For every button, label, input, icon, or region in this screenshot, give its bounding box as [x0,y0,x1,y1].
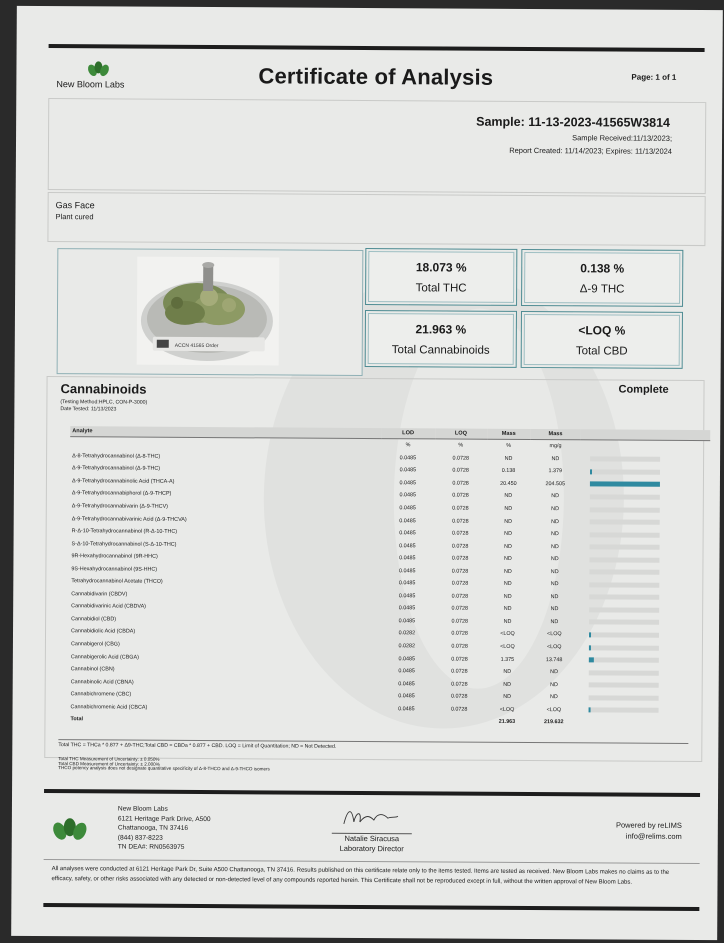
analyte-name: 9S-Hexahydrocannabinol (9S-HHC) [71,565,158,573]
col-bar [580,429,710,440]
signer-block [312,833,432,855]
analyte-loq: 0.0728 [451,681,468,688]
analyte-bar-fill [589,632,591,637]
analyte-mass-mg: 13.748 [545,656,563,663]
analyte-name: Δ-9-Tetrahydrocannabinol (Δ-9-THC) [72,465,161,473]
analyte-mass-mg: ND [551,531,559,538]
analyte-mass-pct: ND [504,505,513,512]
analyte-mass-mg: 1.379 [548,468,563,475]
analyte-name: R-Δ-10-Tetrahydrocannabinol (R-Δ-10-THC) [71,528,178,535]
analyte-mass-mg: ND [550,669,559,676]
analyte-bar-cell [579,704,709,717]
total-thc-label: Total THC [415,282,467,295]
footer-address-1: 6121 Heritage Park Drive, A500 [117,814,211,823]
analyte-bar-track [589,657,659,662]
report-dates: Report Created: 11/14/2023; Expires: 11/13/2024 [509,145,672,156]
analyte-mass-mg: ND [551,493,560,500]
total-label: Total [70,716,83,723]
total-cannabinoids-value: 21.963 % [415,322,467,337]
analyte-bar-fill [590,469,592,474]
analyte-name: 9R-Hexahydrocannabinol (9R-HHC) [71,553,158,560]
analyte-loq: 0.0728 [451,668,468,675]
analyte-name: Δ-9-Tetrahydrocannabivarinic Acid (Δ-9-THCVA) [71,515,187,523]
analyte-loq: 0.0728 [452,467,469,474]
analyte-bar-cell [579,666,709,679]
col-analyte: Analyte [70,426,381,438]
unit-mass-pct: % [506,443,512,450]
analyte-mass-mg: ND [551,455,560,462]
unit-loq: % [458,442,464,449]
sample-received: Sample Received:11/13/2023; [572,133,673,143]
analyte-mass-mg: ND [550,581,559,588]
analyte-name: Δ-8-Tetrahydrocannabinol (Δ-8-THC) [72,453,161,460]
analyte-mass-pct: ND [504,455,513,462]
analyte-bar-track [590,532,660,537]
analyte-name: Cannabichromene (CBC) [70,691,132,698]
analyte-mass-pct: <LOQ [499,706,515,713]
analyte-mass-pct: ND [503,694,512,701]
analyte-lod: 0.0485 [399,492,416,499]
analyte-bar-cell [580,465,710,478]
analyte-name: Δ-9-Tetrahydrocannabinolic Acid (THCA-A) [71,478,175,485]
analyte-mass-pct: 0.138 [501,468,516,475]
analyte-lod: 0.0485 [399,455,417,462]
col-loq: LOQ [435,428,487,439]
analyte-name: Cannabidiolic Acid (CBDA) [71,628,136,636]
analyte-name: Δ-9-Tetrahydrocannabiphorol (Δ-9-THCP) [71,490,172,498]
analyte-loq: 0.0728 [452,492,469,500]
powered-email: info@relims.com [625,831,682,841]
analyte-bar-cell [580,541,710,554]
total-cbd-label: Total CBD [575,345,628,358]
d9-thc-value: 0.138 % [580,261,625,276]
sample-photo [137,257,280,366]
analyte-bar-track [590,494,660,499]
powered-by: Powered by reLIMS [615,820,682,830]
testing-method: (Testing Method:HPLC, CON-P-3000) [60,399,148,406]
analyte-mass-mg: <LOQ [546,706,562,713]
total-thc-value: 18.073 % [415,260,467,275]
analyte-loq: 0.0728 [451,593,469,600]
footer-lab-name: New Bloom Labs [117,805,168,813]
sample-name: Gas Face [55,200,95,211]
analyte-bar-track [589,620,659,625]
date-tested: Date Tested: 11/13/2023 [60,406,117,413]
cbd-uncertainty: Total CBD Measurement of Uncertainty: ± 2.000% [58,760,160,767]
analyte-mass-pct: ND [504,530,513,537]
analyte-lod: 0.0485 [398,580,416,587]
coa-document [11,6,723,940]
analyte-lod: 0.0485 [398,705,415,713]
cannabinoids-table [68,426,710,729]
analyte-mass-mg: <LOQ [547,631,562,638]
unit-mass-mg: mg/g [549,443,562,450]
analyte-mass-pct: 1.375 [500,656,515,663]
analyte-bar-track [589,595,659,600]
analyte-mass-pct: 20.450 [500,480,517,487]
analyte-bar-cell [579,629,709,642]
analyte-bar-cell [580,516,710,529]
analyte-mass-mg: ND [550,619,559,626]
formula-note: Total THC = THCa * 0.877 + Δ9-THC;Total CBD = CBDa * 0.877 + CBD. LOQ = Limit of Quantitation; ND = Not Detected. [58,742,337,750]
sample-name-box [47,192,705,246]
footer-rule-top [44,789,700,797]
analyte-loq: 0.0728 [451,618,469,625]
analyte-mass-mg: ND [550,694,558,701]
analyte-bar-track [590,457,660,462]
analyte-name: Δ-9-Tetrahydrocannabivarin (Δ-9-THCV) [71,503,168,510]
analyte-bar-track [590,582,660,587]
uncertainty-notes [58,757,270,772]
page-number: Page: 1 of 1 [631,72,677,82]
analyte-name: Cannabinol (CBN) [70,666,115,673]
analyte-loq: 0.0728 [451,543,469,550]
analyte-loq: 0.0728 [451,643,468,650]
analyte-bar-cell [580,478,710,491]
total-mass-pct: 21.963 [498,719,516,726]
footer-phone: (844) 837-8223 [117,833,163,842]
analyte-bar-cell [580,490,710,503]
thco-note: THCO potency analysis does not designate quantitative specificity of Δ-8-THCO and Δ-9-THCO isomers [58,765,270,772]
analyte-loq: 0.0728 [450,706,468,713]
analyte-bar-cell [580,566,710,579]
analyte-bar-cell [579,679,709,692]
analyte-bar-track [590,570,660,575]
analyte-lod: 0.0485 [398,605,416,612]
signer-name: Natalie Siracusa [344,833,400,844]
footer-rule-bottom [43,903,699,911]
analyte-bar-cell [579,591,709,604]
footer-divider [44,859,700,864]
analyte-name: Cannabichromenic Acid (CBCA) [70,703,148,711]
summary-total-cannabinoids [365,310,517,368]
analyte-mass-pct: ND [503,568,512,575]
analyte-bar-track [589,645,659,650]
analyte-mass-pct: ND [504,556,512,563]
analyte-bar-track [590,519,660,524]
summary-total-cbd [521,311,683,369]
sample-type: Plant cured [55,212,94,222]
signer-title: Laboratory Director [339,843,404,854]
summary-d9-thc [521,249,683,307]
analyte-loq: 0.0728 [452,480,469,487]
analyte-lod: 0.0485 [399,517,416,524]
analyte-bar-fill [590,482,660,487]
powered-by-block [572,819,682,842]
analyte-name: Cannabigerol (CBG) [70,641,120,648]
analyte-mass-mg: <LOQ [546,644,562,651]
analyte-bar-cell [579,691,709,704]
analyte-mass-pct: ND [503,618,512,625]
analyte-bar-cell [579,603,709,616]
jar-label-text: ACCN 41565 Order [174,342,219,350]
analyte-lod: 0.0485 [399,467,417,474]
analyte-lod: 0.0485 [398,618,416,625]
analyte-lod: 0.0282 [398,630,416,637]
d9-thc-label: Δ-9 THC [579,283,625,296]
analyte-lod: 0.0485 [399,505,416,512]
analyte-bar-cell [579,641,709,654]
analyte-mass-mg: ND [550,593,559,600]
analyte-mass-pct: <LOQ [500,643,515,650]
analyte-mass-pct: ND [504,543,512,550]
analyte-loq: 0.0728 [451,568,469,575]
analyte-bar-cell [580,528,710,541]
analyte-mass-mg: 204.505 [545,480,566,488]
analyte-loq: 0.0728 [451,656,468,663]
analyte-mass-pct: ND [503,681,512,688]
analyte-lod: 0.0485 [399,530,416,537]
analyte-loq: 0.0728 [451,555,469,562]
analyte-lod: 0.0485 [399,480,417,487]
analyte-bar-track [589,695,659,700]
analyte-mass-mg: ND [551,506,560,513]
analyte-lod: 0.0485 [398,693,415,700]
analyte-bar-cell [579,654,709,667]
analyte-mass-pct: ND [503,668,512,675]
analyte-bar-cell [580,503,710,516]
analyte-mass-mg: ND [550,681,558,688]
analyte-mass-mg: ND [550,556,559,563]
analyte-bar-fill [589,708,591,713]
analyte-mass-mg: ND [550,568,559,575]
analyte-bar-track [590,557,660,562]
analyte-bar-track [590,469,660,474]
page-title: Certificate of Analysis [258,63,494,90]
analyte-lod: 0.0282 [398,643,416,650]
analyte-bar-track [590,545,660,550]
analyte-bar-fill [589,645,591,650]
footer-logo-icon [54,818,86,842]
analyte-mass-pct: ND [504,493,513,500]
analyte-lod: 0.0485 [398,655,415,662]
analyte-bar-track [590,482,660,487]
analyte-lod: 0.0485 [399,542,416,549]
analyte-lod: 0.0485 [398,593,416,600]
analyte-bar-track [589,708,659,713]
analyte-lod: 0.0485 [398,567,416,575]
col-mass-mg: Mass [531,429,581,440]
analyte-mass-pct: ND [504,518,513,525]
analyte-bar-track [589,632,659,637]
analyte-name: Cannabinolic Acid (CBNA) [70,678,134,686]
analyte-bar-track [589,607,659,612]
analyte-bar-cell [580,578,710,591]
analyte-loq: 0.0728 [452,505,469,512]
analyte-bar-cell [580,453,710,466]
col-mass-pct: Mass [487,429,531,440]
total-cannabinoids-label: Total Cannabinoids [391,344,490,357]
analyte-lod: 0.0485 [399,555,416,562]
analyte-mass-pct: ND [503,581,512,588]
thc-uncertainty: Total THC Measurement of Uncertainty: ± 0.050% [58,756,160,762]
analyte-mass-pct: <LOQ [500,631,515,638]
analyte-loq: 0.0728 [451,580,469,587]
analyte-bar-cell [579,616,709,629]
unit-lod: % [405,442,411,449]
analyte-loq: 0.0728 [451,605,469,612]
header-rule [49,44,705,52]
lab-logo-icon [88,61,108,79]
analyte-bar-track [589,683,659,688]
analyte-bar-track [590,507,660,512]
analyte-mass-mg: ND [550,606,559,613]
analyte-loq: 0.0728 [451,630,468,638]
analyte-name: Tetrahydrocannabinol Acetate (THCO) [71,578,163,586]
analyte-bar-track [589,670,659,675]
analyte-mass-mg: ND [550,543,559,550]
disclaimer: All analyses were conducted at 6121 Heritage Park Dr, Suite A500 Chattanooga, TN 37416. Results published on this certificate relate only to the items tested. Items are tested as received. New Bloom Labs makes no claims as to the efficacy, safety, or other risks associated with any detected or non-detected level of any compounds reported herein. This Certificate shall not be reproduced except in full, without the written approval of New Bloom Labs. [51,866,670,886]
analyte-name: Cannabidivarin (CBDV) [71,591,128,598]
total-cbd-value: <LOQ % [578,323,626,338]
header-lab-name: New Bloom Labs [56,79,125,90]
analyte-loq: 0.0728 [452,530,469,537]
lab-address-block [118,804,211,852]
footer-dea: TN DEA#: RN0563975 [117,843,185,851]
analyte-name: Cannabidivarinic Acid (CBDVA) [71,603,147,611]
footer-address-2: Chattanooga, TN 37416 [117,824,189,832]
analyte-name: Cannabigerolic Acid (CBGA) [70,653,139,661]
col-lod: LOD [381,428,435,439]
cannabinoids-heading: Cannabinoids [60,381,147,397]
analyte-lod: 0.0485 [398,668,415,675]
total-mass-mg: 219.632 [544,719,564,726]
analyte-mass-mg: ND [551,518,559,525]
analyte-mass-pct: ND [503,593,512,600]
analyte-lod: 0.0485 [398,680,415,687]
summary-total-thc [365,248,517,306]
analyte-loq: 0.0728 [452,455,469,462]
analyte-bar-fill [589,657,594,662]
director-signature [340,804,400,830]
analyte-loq: 0.0728 [451,693,468,700]
analysis-status: Complete [618,383,669,396]
analyte-bar-cell [580,553,710,566]
analyte-mass-pct: ND [503,606,512,613]
analyte-loq: 0.0728 [452,518,469,525]
sample-id: Sample: 11-13-2023-41565W3814 [476,114,671,130]
analyte-name: Cannabidiol (CBD) [71,616,117,623]
analyte-name: S-Δ-10-Tetrahydrocannabinol (S-Δ-10-THC) [71,540,177,548]
